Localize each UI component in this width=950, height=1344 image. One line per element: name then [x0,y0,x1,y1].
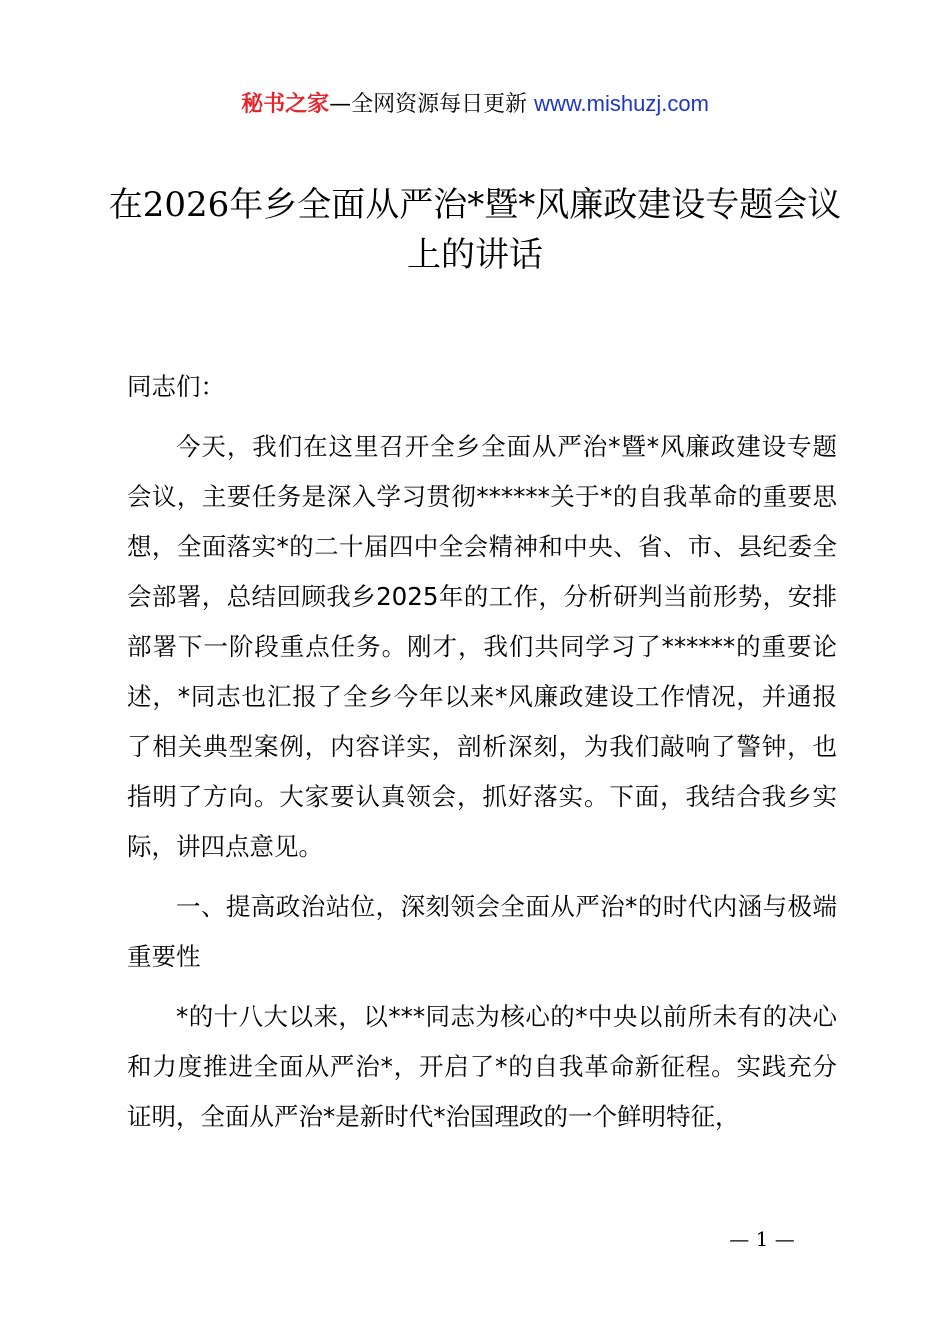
section-heading-1: 一、提高政治站位，深刻领会全面从严治*的时代内涵与极端重要性 [127,892,837,971]
paragraph-intro: 今天，我们在这里召开全乡全面从严治*暨*风廉政建设专题会议，主要任务是深入学习贯彻******关于*的自我革命的重要思想，全面落实*的二十届四中全会精神和中央、省、市、县纪委全会部署，总结回顾我乡2025年的工作，分析研判当前形势，安排部署下一阶段重点任务。刚才，我们共同学习了******的重要论述，*同志也汇报了全乡今年以来*风廉政建设工作情况，并通报了相关典型案例，内容详实，剖析深刻，为我们敲响了警钟，也指明了方向。大家要认真领会，抓好落实。下面，我结合我乡实际，讲四点意见。 [127,432,837,861]
document-body [127,362,837,1152]
salutation: 同志们： [127,372,225,401]
site-header [0,88,950,121]
header-tagline: —全网资源每日更新 [329,92,535,117]
brand-name: 秘书之家 [241,92,330,117]
page-number: — 1 — [729,1227,795,1251]
document-title: 在2026年乡全面从严治*暨*风廉政建设专题会议上的讲话 [108,185,842,275]
paragraph-section-1: *的十八大以来，以***同志为核心的*中央以前所未有的决心和力度推进全面从严治*，开启了*的自我革命新征程。实践充分证明，全面从严治*是新时代*治国理政的一个鲜明特征， [127,1002,837,1131]
site-url-link[interactable]: www.mishuzj.com [534,91,709,116]
